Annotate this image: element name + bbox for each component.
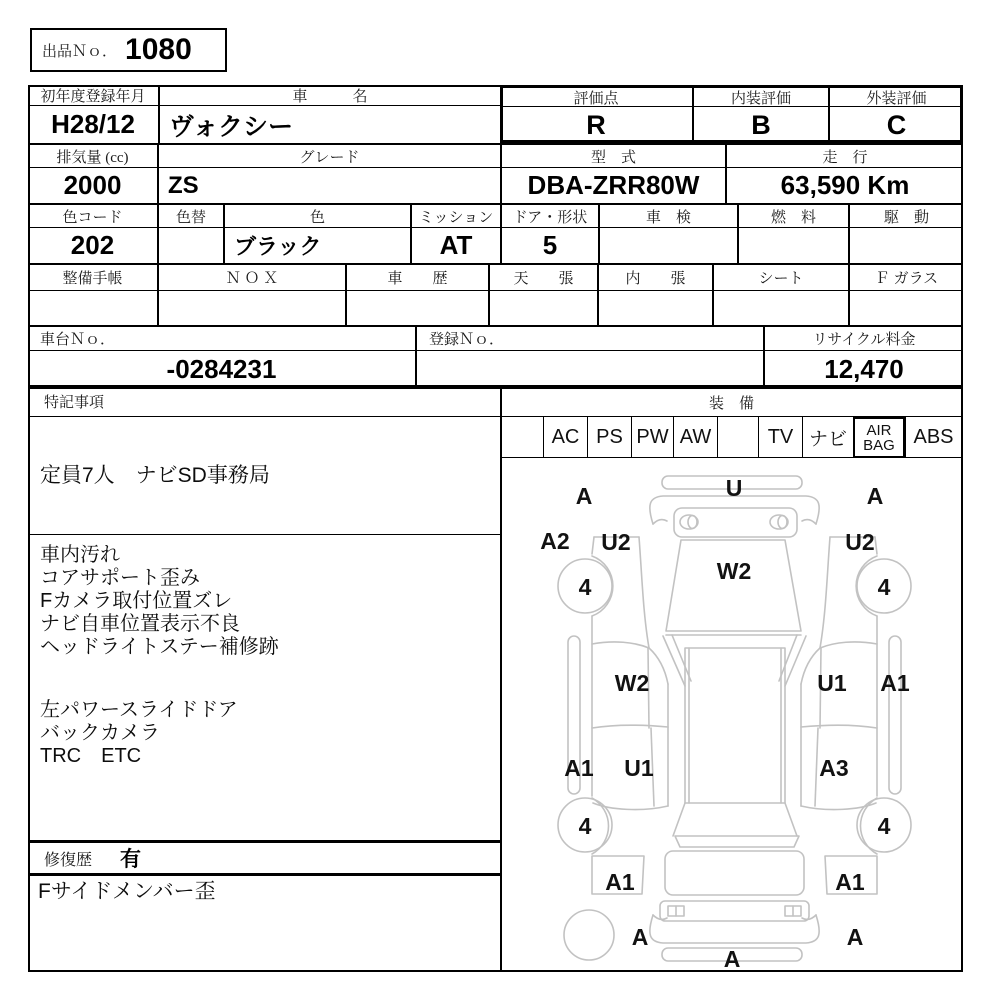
fuel-value: [737, 227, 848, 263]
headliner-label: 天 張: [488, 263, 597, 290]
lot-number-box: [30, 28, 227, 72]
drive-value: [848, 227, 963, 263]
equipment-cell-blank-2: [717, 417, 758, 458]
equipment-title: 装 備: [502, 389, 961, 417]
damage-label: 4: [877, 813, 891, 839]
equipment-cell-ps: PS: [587, 417, 631, 458]
damage-label: A: [866, 483, 884, 509]
equipment-cell-ac: AC: [543, 417, 587, 458]
notes-spacer: [40, 659, 500, 699]
model-code-label: 型 式: [500, 143, 725, 167]
note-line: ナビ自車位置表示不良: [40, 613, 240, 635]
seat-value: [712, 290, 848, 325]
note-line: コアサポート歪み: [40, 567, 200, 589]
damage-label: A1: [605, 869, 635, 895]
color-change-label: 色替: [157, 203, 223, 227]
damage-label: A1: [564, 755, 594, 781]
damage-label: U2: [601, 529, 631, 555]
score-value: R: [500, 106, 692, 143]
spare-tire: [564, 910, 614, 960]
service-book-label: 整備手帳: [28, 263, 157, 290]
model-code-value: DBA-ZRR80W: [500, 167, 725, 203]
grade-value: ZS: [157, 167, 500, 203]
damage-label: W2: [614, 670, 650, 696]
exterior-grade-label: 外装評価: [828, 88, 963, 106]
repair-history-label: 修復歴: [44, 851, 93, 869]
note-line: 車内汚れ: [40, 544, 120, 566]
damage-label: W2: [716, 558, 752, 584]
inspection-value: [598, 227, 737, 263]
damage-label: A: [723, 946, 741, 970]
color-change-value: [157, 227, 223, 263]
service-book-value: [28, 290, 157, 325]
fuel-label: 燃 料: [737, 203, 848, 227]
notes-block-1: [28, 417, 500, 535]
damage-label: A1: [880, 670, 910, 696]
color-code-label: 色コード: [28, 203, 157, 227]
displacement-label: 排気量 (cc): [28, 143, 157, 167]
damage-label: A: [846, 924, 864, 950]
damage-label: U1: [817, 670, 847, 696]
damage-label: U1: [624, 755, 654, 781]
damage-label: 4: [578, 813, 592, 839]
seat-label: シート: [712, 263, 848, 290]
score-label: 評価点: [573, 90, 619, 107]
recycle-fee-label: リサイクル料金: [763, 325, 963, 350]
notes-block-2: [28, 535, 500, 843]
evaluation-box-border: [500, 85, 963, 143]
equipment-cell-airbag: AIR BAG: [853, 417, 905, 458]
drive-label: 駆 動: [848, 203, 963, 227]
car-damage-diagram: [502, 458, 961, 970]
history-label: 車 歴: [345, 263, 488, 290]
repair-note: Fサイドメンバー歪: [38, 880, 216, 903]
front-glass-value: [848, 290, 963, 325]
damage-label: 4: [877, 574, 891, 600]
doors-label: ドア・形状: [500, 203, 598, 227]
note-line: 左パワースライドドア: [40, 699, 238, 721]
mileage-value: 63,590 Km: [725, 167, 963, 203]
chassis-number-label: 車台Ｎｏ．: [28, 325, 415, 350]
nox-value: [157, 290, 345, 325]
color-value: ブラック: [223, 227, 410, 263]
interior-grade-value: B: [692, 106, 828, 143]
interior-grade-label: 内装評価: [692, 88, 828, 106]
equipment-cell-abs: ABS: [905, 417, 961, 458]
taillight-panel: [660, 901, 809, 921]
equipment-cell-aw: AW: [673, 417, 717, 458]
damage-label: A: [631, 924, 649, 950]
transmission-label: ミッション: [410, 203, 500, 227]
damage-label: A1: [835, 869, 865, 895]
registration-number-label: 登録Ｎｏ．: [415, 325, 763, 350]
repair-history-row: [28, 843, 500, 876]
color-code-value: 202: [28, 227, 157, 263]
displacement-value: 2000: [28, 167, 157, 203]
front-glass-label: Ｆ ガラス: [848, 263, 963, 290]
grade-label: グレード: [157, 143, 500, 167]
car-name-label: 車 名: [158, 85, 500, 105]
note-line: TRC ETC: [40, 745, 142, 767]
interior-trim-value: [597, 290, 712, 325]
exterior-grade-value: C: [828, 106, 963, 143]
equipment-cell-pw: PW: [631, 417, 673, 458]
damage-label: 4: [578, 574, 592, 600]
registration-number-value: [415, 350, 763, 387]
transmission-value: AT: [410, 227, 500, 263]
rear-bumper: [650, 915, 819, 943]
damage-label: A3: [819, 755, 849, 781]
headliner-value: [488, 290, 597, 325]
interior-trim-label: 内 張: [597, 263, 712, 290]
nox-label: Ｎ Ｏ Ｘ: [157, 263, 345, 290]
first-registration-value: H28/12: [28, 105, 158, 143]
history-value: [345, 290, 488, 325]
tailgate: [665, 851, 804, 895]
inspection-label: 車 検: [598, 203, 737, 227]
windshield: [666, 540, 801, 631]
lot-number-label: 出品Ｎｏ．: [42, 43, 118, 60]
note-line: バックカメラ: [40, 722, 160, 744]
notes-capacity-line: 定員7人 ナビSD事務局: [40, 464, 270, 487]
chassis-number-value: -0284231: [28, 350, 415, 387]
recycle-fee-value: 12,470: [763, 350, 963, 387]
rear-window: [675, 836, 799, 847]
repair-history-value: 有: [120, 848, 142, 871]
damage-label: U: [725, 475, 743, 501]
doors-value: 5: [500, 227, 598, 263]
damage-label: A2: [540, 528, 570, 554]
color-label: 色: [223, 203, 410, 227]
note-line: ヘッドライトステー補修跡: [40, 636, 279, 658]
car-name-value: ヴォクシー: [158, 105, 500, 143]
equipment-cell-navi: ナビ: [802, 417, 853, 458]
equipment-cell-blank-1: [502, 417, 543, 458]
lot-number-value: 1080: [125, 33, 192, 66]
notes-title: 特記事項: [28, 387, 500, 417]
note-line: Fカメラ取付位置ズレ: [40, 590, 233, 612]
repair-note-section: [28, 876, 500, 972]
mileage-label: 走 行: [725, 143, 963, 167]
roof-panel: [685, 648, 785, 803]
first-registration-label: 初年度登録年月: [40, 88, 146, 105]
damage-label: A: [575, 483, 593, 509]
damage-label: U2: [845, 529, 875, 555]
equipment-cell-tv: TV: [758, 417, 802, 458]
